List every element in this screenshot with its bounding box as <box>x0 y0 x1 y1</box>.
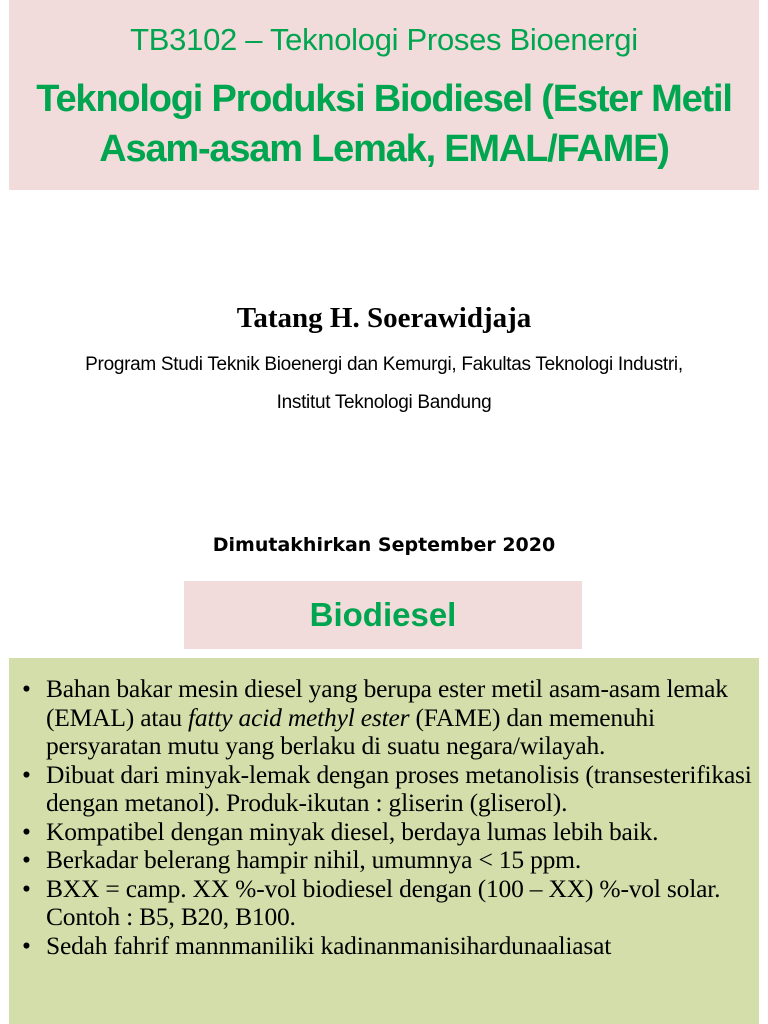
content-panel <box>9 658 759 1024</box>
bullet-icon: • <box>22 816 31 846</box>
affiliation-line-1: Program Studi Teknik Bioenergi dan Kemurgi, Fakultas Teknologi Industri, <box>85 354 683 375</box>
main-title-line-1: Teknologi Produksi Biodiesel (Ester Metil <box>36 78 732 120</box>
bullet-item <box>22 761 752 818</box>
section-title: Biodiesel <box>309 596 457 633</box>
bullet-icon: • <box>22 759 31 789</box>
bullet-text-italic: fatty acid methyl ester <box>188 702 410 732</box>
update-date: Dimutakhirkan September 2020 <box>212 534 556 556</box>
bullet-list <box>22 675 752 960</box>
bullet-item <box>22 846 752 875</box>
bullet-text: Kompatibel dengan minyak diesel, berdaya lumas lebih baik. <box>46 816 659 846</box>
bullet-icon: • <box>22 873 31 903</box>
bullet-text: Dibuat dari minyak-lemak dengan proses metanolisis (transesterifikasi dengan metanol). Produk-ikutan : gliserin (gliserol). <box>46 759 752 817</box>
bullet-icon: • <box>22 845 31 874</box>
bullet-item <box>22 875 752 932</box>
bullet-icon: • <box>22 930 31 960</box>
bullet-text: Sedah fahrif mannmaniliki kadinanmanisihardunaaliasat <box>46 930 612 960</box>
main-title-line-2: Asam-asam Lemak, EMAL/FAME) <box>99 128 669 170</box>
bullet-text: (FAME) dan memenuhi persyaratan mutu yang berlaku di suatu negara/wilayah. <box>46 702 655 760</box>
section-banner <box>184 581 582 649</box>
title-banner <box>9 0 759 190</box>
bullet-item <box>22 932 752 961</box>
bullet-item <box>22 675 752 761</box>
affiliation-line-2: Institut Teknologi Bandung <box>276 392 492 413</box>
author-name: Tatang H. Soerawidjaja <box>236 302 532 334</box>
bullet-text: Bahan bakar mesin diesel yang berupa ester metil asam-asam lemak (EMAL) atau <box>46 674 728 732</box>
main-title <box>9 74 759 174</box>
bullet-icon: • <box>22 674 31 703</box>
bullet-text: BXX = camp. XX %-vol biodiesel dengan (100 – XX) %-vol solar. Contoh : B5, B20, B100. <box>46 873 721 931</box>
course-title: TB3102 – Teknologi Proses Bioenergi <box>130 22 638 57</box>
author-affiliation <box>0 346 768 422</box>
bullet-text: Berkadar belerang hampir nihil, umumnya < 15 ppm. <box>46 845 581 874</box>
bullet-item <box>22 818 752 847</box>
